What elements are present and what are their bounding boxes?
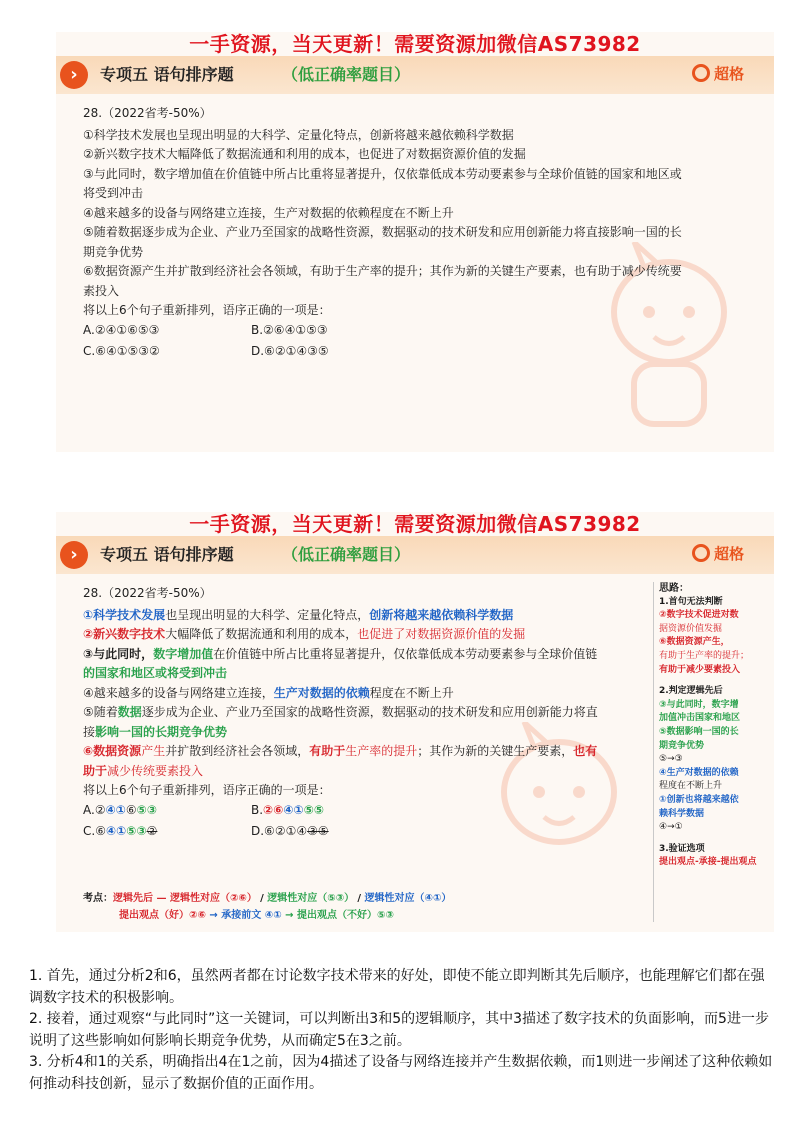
analysis-line: 期竞争优势 [659, 740, 705, 751]
statement-1: ①科学技术发展也呈现出明显的大科学、定量化特点，创新将越来越依赖科学数据 [83, 127, 514, 142]
option-a: A.②④①⑥⑤③ [83, 322, 160, 337]
analysis-line: ⑤→③ [659, 754, 683, 765]
brand-g-icon [692, 544, 710, 562]
key-points [83, 890, 643, 924]
topic-title: 专项五 语句排序题 [100, 65, 234, 84]
question-number: 28.（2022省考-50%） [83, 586, 212, 600]
question-number: 28.（2022省考-50%） [83, 106, 212, 120]
key-points-line-2: 提出观点（好）②⑥ → 承接前文 ④① → 提出观点（不好）⑤③ [119, 910, 394, 921]
annotated-answer-options [83, 801, 683, 843]
analysis-line: ④→① [659, 822, 683, 833]
brand-g-icon [692, 64, 710, 82]
chevron-right-icon: › [60, 541, 88, 569]
question-slide-plain [56, 32, 774, 452]
option-d: D.⑥②①④③⑤ [251, 343, 329, 358]
analysis-line: ②数字技术促进对数 [659, 610, 739, 621]
brand-name: 超格 [713, 65, 744, 83]
annotated-question-block [83, 584, 683, 843]
analysis-step-2: 2.判定逻辑先后 [659, 686, 723, 697]
option-b: B.②⑥④①⑤③ [251, 322, 328, 337]
analysis-line: ⑥数据资源产生， [659, 637, 730, 648]
brand-name: 超格 [713, 545, 744, 563]
explanation-text [29, 966, 773, 1095]
question-prompt: 将以上6个句子重新排列，语序正确的一项是： [83, 783, 331, 797]
brand-logo [692, 543, 744, 567]
brand-logo [692, 63, 744, 87]
statement-3: ③与此同时，数字增加值在价值链中所占比重将显著提升，仅依靠低成本劳动要素参与全球价值链的国家和地区或将受到冲击 [83, 166, 682, 200]
annotated-statement-1: ①科学技术发展也呈现出明显的大科学、定量化特点，创新将越来越依赖科学数据 [83, 607, 514, 622]
annotated-statement-6: ⑥数据资源产生并扩散到经济社会各领域，有助于生产率的提升；其作为新的关键生产要素，也有 助于减少传统要素投入 [83, 744, 598, 778]
ad-banner: 一手资源，当天更新！需要资源加微信AS73982 [189, 32, 641, 56]
annotated-statement-4: ④越来越多的设备与网络建立连接，生产对数据的依赖程度在不断上升 [83, 685, 454, 700]
statement-5: ⑤随着数据逐步成为企业、产业乃至国家的战略性资源，数据驱动的技术研发和应用创新能力将直接影响一国的长期竞争优势 [83, 225, 682, 259]
analysis-line: ⑤数据影响一国的长 [659, 726, 739, 737]
question-slide-annotated [56, 512, 774, 932]
explanation-paragraph-3: 3. 分析4和1的关系，明确指出4在1之前，因为4描述了设备与网络连接并产生数据依赖，而1则进一步阐述了这种依赖如何推动科技创新，显示了数据价值的正面作用。 [29, 1054, 773, 1092]
statement-6: ⑥数据资源产生并扩散到经济社会各领域，有助于生产率的提升；其作为新的关键生产要素，也有助于减少传统要素投入 [83, 264, 682, 298]
chevron-right-icon: › [60, 61, 88, 89]
explanation-paragraph-2: 2. 接着，通过观察“与此同时”这一关键词，可以判断出3和5的逻辑顺序，其中3描述了数字技术的负面影响，而5进一步说明了这些影响如何影响长期竞争优势，从而确定5在3之前。 [29, 1011, 769, 1049]
analysis-line: ④生产对数据的依赖 [659, 767, 739, 778]
explanation-paragraph-1: 1. 首先，通过分析2和6，虽然两者都在讨论数字技术带来的好处，即使不能立即判断其先后顺序，也能理解它们都在强调数字技术的积极影响。 [29, 968, 765, 1006]
analysis-line: 赖科学数据 [659, 808, 705, 819]
topic-subtitle: （低正确率题目） [282, 545, 411, 564]
analysis-line: 加值冲击国家和地区 [659, 713, 741, 724]
analysis-sidebar [653, 582, 769, 922]
statement-4: ④越来越多的设备与网络建立连接，生产对数据的依赖程度在不断上升 [83, 205, 454, 220]
statement-2: ②新兴数字技术大幅降低了数据流通和利用的成本，也促进了对数据资源价值的发掘 [83, 147, 526, 161]
analysis-line: 提出观点-承接-提出观点 [659, 857, 757, 868]
annotated-statement-2: ②新兴数字技术大幅降低了数据流通和利用的成本，也促进了对数据资源价值的发掘 [83, 627, 526, 641]
analysis-title: 思路： [659, 583, 689, 594]
key-points-line-1: 考点：逻辑先后 — 逻辑性对应（②⑥） / 逻辑性对应（⑤③） / 逻辑性对应（④①） [83, 893, 452, 904]
analysis-line: 程度在不断上升 [659, 781, 723, 792]
option-d: D.⑥②①④③⑤ [251, 823, 329, 838]
option-c: C.⑥④①⑤③② [83, 343, 160, 358]
topic-header [56, 56, 774, 94]
ad-banner: 一手资源，当天更新！需要资源加微信AS73982 [189, 512, 641, 536]
analysis-line: 据资源价值发掘 [659, 623, 723, 634]
topic-subtitle: （低正确率题目） [282, 65, 411, 84]
answer-options [83, 321, 683, 363]
question-prompt: 将以上6个句子重新排列，语序正确的一项是： [83, 303, 331, 317]
analysis-line: ①创新也将越来越依 [659, 794, 739, 805]
analysis-step-1: 1.首句无法判断 [659, 596, 723, 607]
annotated-statement-3: ③与此同时，数字增加值在价值链中所占比重将显著提升，仅依靠低成本劳动要素参与全球价值链 的国家和地区或将受到冲击 [83, 646, 598, 680]
annotated-statement-5: ⑤随着数据逐步成为企业、产业乃至国家的战略性资源，数据驱动的技术研发和应用创新能力将直 接影响一国的长期竞争优势 [83, 705, 598, 739]
analysis-line: 有助于生产率的提升； [659, 650, 750, 661]
analysis-line: 有助于减少要素投入 [659, 664, 741, 675]
option-a: A.②④①⑥⑤③ [83, 802, 157, 817]
option-b: B.②⑥④①⑤⑤ [251, 802, 325, 817]
topic-header [56, 536, 774, 574]
question-block [83, 104, 683, 363]
analysis-line: ③与此同时，数字增 [659, 699, 739, 710]
option-c: C.⑥④①⑤③② [83, 823, 158, 838]
analysis-step-3: 3.验证选项 [659, 843, 705, 854]
topic-title: 专项五 语句排序题 [100, 545, 234, 564]
